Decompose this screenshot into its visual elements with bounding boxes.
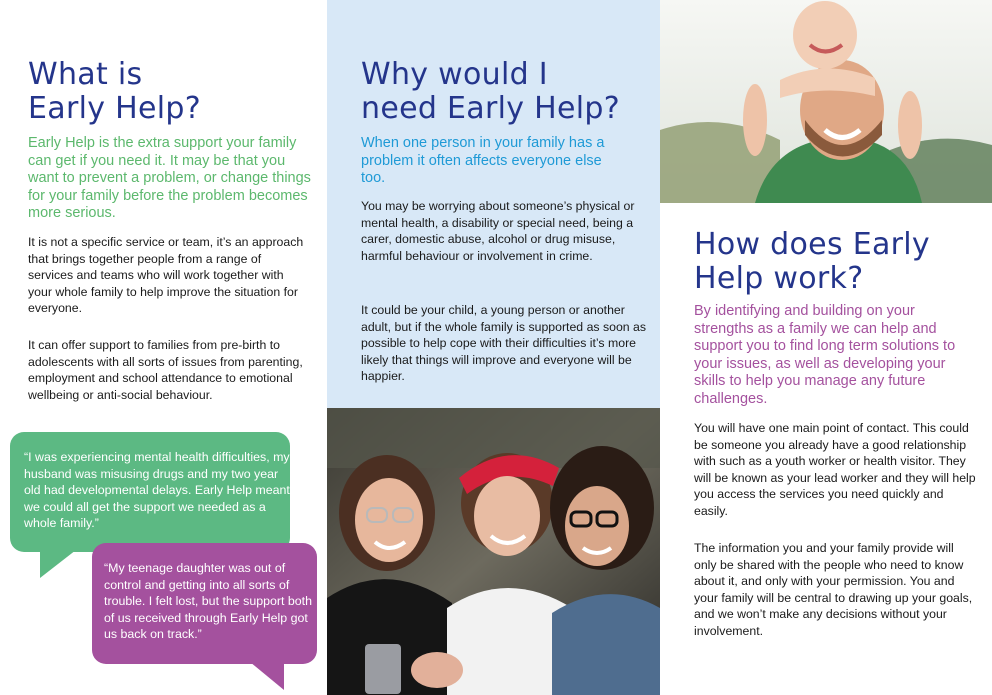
body-paragraph: You will have one main point of contact. This could be someone you already have a good relationship with such as a youth worker or health visitor. They will be known as your lead worker and they will help you access the services you need quickly and easily. — [694, 421, 976, 518]
body-paragraph: You may be worrying about someone’s physical or mental health, a disability or special need, being a carer, domestic abuse, alcohol or drug misuse, harmful behaviour or involvement in crime. — [361, 199, 635, 263]
intro-text: When one person in your family has a problem it often affects everyone else too. — [361, 135, 605, 187]
body-paragraph: The information you and your family provide will only be shared with the people who need to know about it, and only with your permission. You and your family will be central to drawing up your goals, and we won’t make any decisions without your involvement. — [694, 541, 973, 638]
speech-bubble-tail — [40, 550, 76, 578]
heading-why-need-early-help: Why would I need Early Help? — [361, 57, 620, 126]
speech-bubble-tail — [250, 662, 284, 690]
testimonial-text: “My teenage daughter was out of control and getting into all sorts of trouble. I felt lost, but the support both of us received through Early Help got us back on track.” — [104, 561, 313, 641]
body-paragraph: It can offer support to families from pre-birth to adolescents with all sorts of issues from parenting, employment and school attendance to emotional wellbeing or anti-social behaviour. — [28, 338, 303, 402]
testimonial-bubble — [92, 543, 317, 664]
body-paragraph: It is not a specific service or team, it’s an approach that brings together people from a range of services and teams who will work together with your whole family to help improve the situation for everyone. — [28, 235, 304, 315]
body-paragraph: It could be your child, a young person or another adult, but if the whole family is supported as soon as possible to help cope with their difficulties it’s more likely that things will improve and everyone will be happier. — [361, 303, 647, 383]
intro-text: Early Help is the extra support your family can get if you need it. It may be that you want to prevent a problem, or change things for your family before the problem becomes more serious. — [28, 135, 311, 222]
intro-text: By identifying and building on your strengths as a family we can help and support you to find long term solutions to your issues, as well as developing your skills to help you manage any future challenges. — [694, 303, 956, 407]
heading-what-is-early-help: What is Early Help? — [28, 57, 201, 126]
photo-three-young-women — [327, 408, 660, 695]
heading-how-early-help-works: How does Early Help work? — [694, 227, 930, 296]
panel-what-is-early-help — [0, 0, 327, 695]
photo-father-with-baby — [660, 0, 992, 203]
panel-how-early-help-works — [660, 0, 992, 695]
testimonial-text: “I was experiencing mental health difficulties, my husband was misusing drugs and my two year old had developmental delays. Early Help meant we could all get the support we needed as a whole family.” — [24, 450, 290, 530]
testimonial-bubble — [10, 432, 290, 552]
panel-why-need-early-help — [327, 0, 660, 695]
